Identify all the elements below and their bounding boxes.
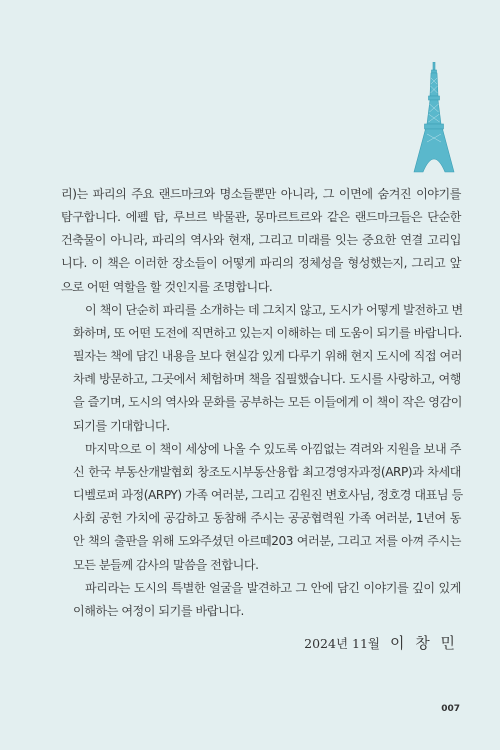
text-line: 사회 공헌 가치에 공감하고 동참해 주시는 공공협력원 가족 여러분, 1년여 동 (73, 511, 461, 526)
text-line: 을 즐기며, 도시의 역사와 문화를 공부하는 모든 이들에게 이 책이 작은 영감이 (73, 395, 462, 410)
text-line: 모든 분들께 감사의 말씀을 전합니다. (73, 557, 259, 572)
text-line: 안 책의 출판을 위해 도와주셨던 아르떼203 여러분, 그리고 저를 아껴 주시는 (73, 534, 461, 549)
paragraph (61, 299, 461, 438)
text-line: 이 책이 단순히 파리를 소개하는 데 그치지 않고, 도시가 어떻게 발전하고 변 (85, 302, 463, 317)
text-line: 마지막으로 이 책이 세상에 나올 수 있도록 아낌없는 격려와 지원을 보내 주 (85, 441, 461, 456)
text-line: 차례 방문하고, 그곳에서 체험하며 책을 집필했습니다. 도시를 사랑하고, 여행 (73, 372, 461, 387)
text-line: 디벨로퍼 과정(ARPY) 가족 여러분, 그리고 김원진 변호사님, 정호경 대표님 등 (73, 488, 463, 503)
paragraph (61, 577, 461, 623)
text-line: 니다. 이 책은 이러한 장소들이 어떻게 파리의 정체성을 형성했는지, 그리고 앞 (61, 256, 461, 271)
text-line: 으로 어떤 역할을 할 것인지를 조명합니다. (61, 279, 273, 294)
text-line: 탐구합니다. 에펠 탑, 루브르 박물관, 몽마르트르와 같은 랜드마크들은 단순한 (61, 210, 461, 225)
text-line: 화하며, 또 어떤 도전에 직면하고 있는지 이해하는 데 도움이 되기를 바랍니다. (73, 325, 462, 340)
paragraph (61, 438, 461, 577)
text-line: 되기를 기대합니다. (73, 418, 170, 433)
text-line: 신 한국 부동산개발협회 창조도시부동산융합 최고경영자과정(ARP)과 차세대 (73, 464, 461, 479)
eiffel-tower-icon (410, 62, 458, 174)
signature (180, 632, 458, 653)
page-number: 007 (441, 704, 460, 714)
text-line: 필자는 책에 담긴 내용을 보다 현실감 있게 다루기 위해 현지 도시에 직접 여러 (73, 349, 462, 364)
text-line: 이해하는 여정이 되기를 바랍니다. (73, 603, 244, 618)
text-line: 파리라는 도시의 특별한 얼굴을 발견하고 그 안에 담긴 이야기를 깊이 있게 (85, 580, 461, 595)
preface-body (61, 183, 461, 623)
paragraph (61, 183, 461, 299)
text-line: 건축물이 아니라, 파리의 역사와 현재, 그리고 미래를 잇는 중요한 연결 고리입 (61, 233, 461, 248)
signature-date: 2024년 11월 (304, 636, 380, 651)
text-line: 리)는 파리의 주요 랜드마크와 명소들뿐만 아니라, 그 이면에 숨겨진 이야기를 (61, 187, 461, 201)
signature-author: 이 창 민 (389, 634, 458, 652)
